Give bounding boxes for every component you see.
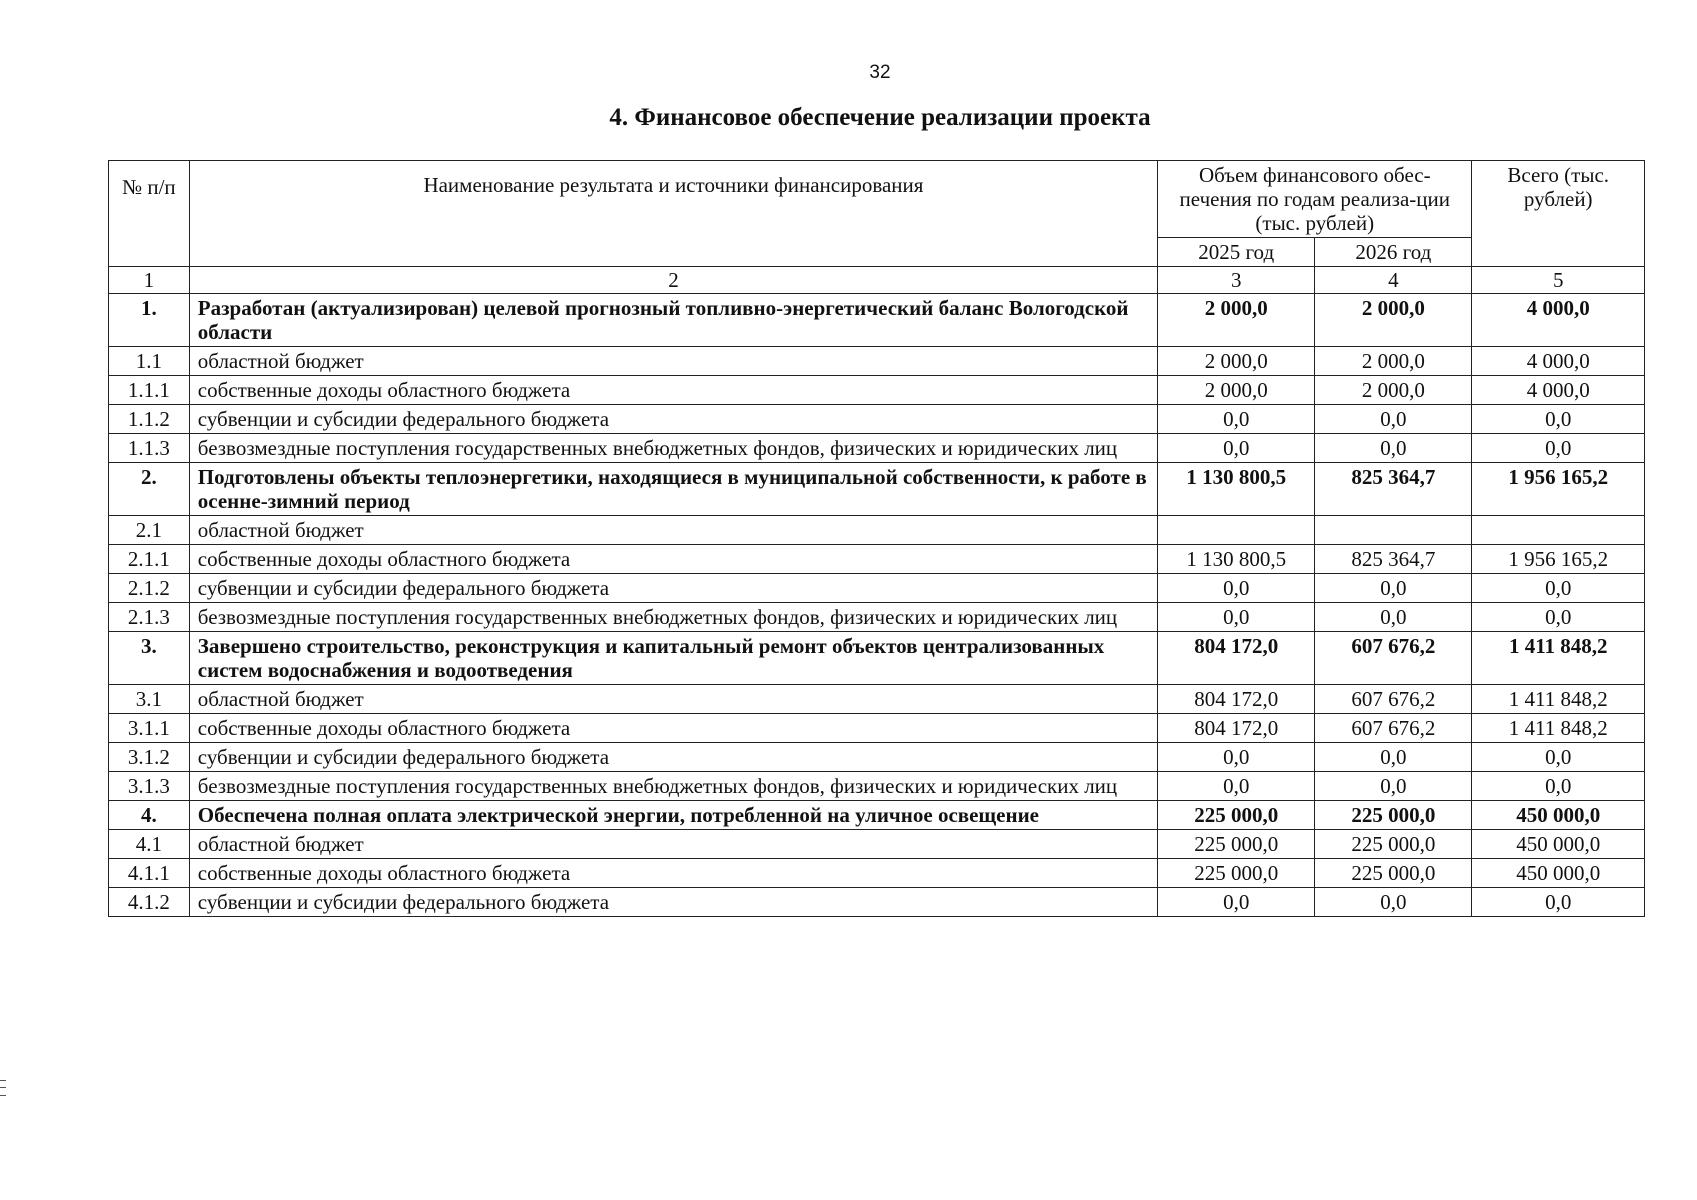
row-number: 1.1.1	[109, 376, 190, 405]
row-number: 3.1.3	[109, 772, 190, 801]
row-number: 4.1	[109, 830, 190, 859]
header-row	[109, 161, 1645, 238]
table-row	[109, 830, 1645, 859]
row-number: 1.	[109, 294, 190, 347]
table-row	[109, 405, 1645, 434]
value-2026	[1315, 516, 1472, 545]
column-number: 2	[189, 267, 1157, 294]
value-2025: 0,0	[1158, 743, 1315, 772]
row-name: Обеспечена полная оплата электрической энергии, потребленной на уличное освещение	[189, 801, 1157, 830]
table-row	[109, 463, 1645, 516]
table-row	[109, 801, 1645, 830]
value-2026: 225 000,0	[1315, 830, 1472, 859]
row-number: 1.1	[109, 347, 190, 376]
value-2026: 2 000,0	[1315, 347, 1472, 376]
header-year-2026: 2026 год	[1315, 238, 1472, 267]
row-name: собственные доходы областного бюджета	[189, 859, 1157, 888]
value-total: 1 956 165,2	[1472, 463, 1645, 516]
value-total	[1472, 516, 1645, 545]
row-name: субвенции и субсидии федерального бюджета	[189, 574, 1157, 603]
row-name: областной бюджет	[189, 347, 1157, 376]
row-number: 2.1.1	[109, 545, 190, 574]
page-number: 32	[869, 62, 891, 83]
section-title: 4. Финансовое обеспечение реализации проекта	[609, 104, 1151, 131]
value-2025: 804 172,0	[1158, 685, 1315, 714]
value-2025: 225 000,0	[1158, 830, 1315, 859]
value-2025: 0,0	[1158, 603, 1315, 632]
value-2025: 225 000,0	[1158, 859, 1315, 888]
value-2026: 607 676,2	[1315, 714, 1472, 743]
row-number: 4.1.2	[109, 888, 190, 917]
value-2025: 1 130 800,5	[1158, 463, 1315, 516]
value-2026: 607 676,2	[1315, 632, 1472, 685]
financing-table	[108, 160, 1645, 917]
value-2025: 2 000,0	[1158, 294, 1315, 347]
row-number: 2.1.2	[109, 574, 190, 603]
value-2025: 0,0	[1158, 405, 1315, 434]
table-row	[109, 294, 1645, 347]
value-2026: 0,0	[1315, 772, 1472, 801]
value-2026: 0,0	[1315, 603, 1472, 632]
value-2025: 1 130 800,5	[1158, 545, 1315, 574]
table-row	[109, 516, 1645, 545]
row-number: 1.1.3	[109, 434, 190, 463]
row-name: областной бюджет	[189, 685, 1157, 714]
value-2025: 225 000,0	[1158, 801, 1315, 830]
table-row	[109, 743, 1645, 772]
row-name: субвенции и субсидии федерального бюджета	[189, 743, 1157, 772]
value-2026: 2 000,0	[1315, 294, 1472, 347]
value-2026: 825 364,7	[1315, 545, 1472, 574]
value-total: 0,0	[1472, 434, 1645, 463]
row-name: собственные доходы областного бюджета	[189, 376, 1157, 405]
header-name: Наименование результата и источники финансирования	[189, 161, 1157, 267]
value-2026: 0,0	[1315, 743, 1472, 772]
row-name: Подготовлены объекты теплоэнергетики, находящиеся в муниципальной собственности, к работе в осенне-зимний период	[189, 463, 1157, 516]
value-total: 0,0	[1472, 772, 1645, 801]
column-numbers-row	[109, 267, 1645, 294]
header-volume: Объем финансового обес-печения по годам реализа-ции (тыс. рублей)	[1158, 161, 1472, 238]
scan-edge-mark	[0, 1080, 6, 1096]
value-2026: 0,0	[1315, 888, 1472, 917]
value-total: 0,0	[1472, 574, 1645, 603]
value-total: 1 411 848,2	[1472, 685, 1645, 714]
table-row	[109, 772, 1645, 801]
value-total: 0,0	[1472, 743, 1645, 772]
value-2025: 2 000,0	[1158, 376, 1315, 405]
row-number: 3.1.1	[109, 714, 190, 743]
row-name: Завершено строительство, реконструкция и капитальный ремонт объектов централизованных систем водоснабжения и водоотведения	[189, 632, 1157, 685]
row-number: 3.1	[109, 685, 190, 714]
table-row	[109, 434, 1645, 463]
row-number: 4.1.1	[109, 859, 190, 888]
row-name: собственные доходы областного бюджета	[189, 545, 1157, 574]
value-2026: 607 676,2	[1315, 685, 1472, 714]
value-2026: 225 000,0	[1315, 859, 1472, 888]
row-name: Разработан (актуализирован) целевой прогнозный топливно-энергетический баланс Вологодской области	[189, 294, 1157, 347]
value-2025: 0,0	[1158, 888, 1315, 917]
row-name: субвенции и субсидии федерального бюджета	[189, 405, 1157, 434]
row-number: 1.1.2	[109, 405, 190, 434]
value-total: 0,0	[1472, 888, 1645, 917]
table-row	[109, 574, 1645, 603]
value-2026: 2 000,0	[1315, 376, 1472, 405]
value-2025: 804 172,0	[1158, 632, 1315, 685]
row-name: областной бюджет	[189, 830, 1157, 859]
value-total: 1 956 165,2	[1472, 545, 1645, 574]
row-name: безвозмездные поступления государственных внебюджетных фондов, физических и юридических лиц	[189, 434, 1157, 463]
row-number: 3.1.2	[109, 743, 190, 772]
table-row	[109, 545, 1645, 574]
column-number: 1	[109, 267, 190, 294]
column-number: 3	[1158, 267, 1315, 294]
value-2026: 825 364,7	[1315, 463, 1472, 516]
table-row	[109, 603, 1645, 632]
table-row	[109, 347, 1645, 376]
row-number: 2.1	[109, 516, 190, 545]
value-2026: 0,0	[1315, 434, 1472, 463]
column-number: 4	[1315, 267, 1472, 294]
row-name: безвозмездные поступления государственных внебюджетных фондов, физических и юридических лиц	[189, 772, 1157, 801]
row-number: 2.	[109, 463, 190, 516]
row-name: субвенции и субсидии федерального бюджета	[189, 888, 1157, 917]
value-total: 1 411 848,2	[1472, 714, 1645, 743]
table-row	[109, 859, 1645, 888]
value-2025: 0,0	[1158, 434, 1315, 463]
table-row	[109, 632, 1645, 685]
value-2026: 225 000,0	[1315, 801, 1472, 830]
header-year-2025: 2025 год	[1158, 238, 1315, 267]
value-total: 4 000,0	[1472, 347, 1645, 376]
column-number: 5	[1472, 267, 1645, 294]
table-row	[109, 714, 1645, 743]
value-total: 4 000,0	[1472, 376, 1645, 405]
table-row	[109, 376, 1645, 405]
value-2026: 0,0	[1315, 405, 1472, 434]
value-total: 1 411 848,2	[1472, 632, 1645, 685]
row-number: 4.	[109, 801, 190, 830]
table-row	[109, 685, 1645, 714]
row-number: 3.	[109, 632, 190, 685]
row-name: областной бюджет	[189, 516, 1157, 545]
value-total: 0,0	[1472, 405, 1645, 434]
value-2025: 2 000,0	[1158, 347, 1315, 376]
value-2025: 804 172,0	[1158, 714, 1315, 743]
value-2025: 0,0	[1158, 574, 1315, 603]
row-name: собственные доходы областного бюджета	[189, 714, 1157, 743]
value-total: 0,0	[1472, 603, 1645, 632]
value-2025	[1158, 516, 1315, 545]
value-total: 450 000,0	[1472, 801, 1645, 830]
value-total: 450 000,0	[1472, 859, 1645, 888]
value-total: 4 000,0	[1472, 294, 1645, 347]
row-name: безвозмездные поступления государственных внебюджетных фондов, физических и юридических лиц	[189, 603, 1157, 632]
header-num: № п/п	[109, 161, 190, 267]
value-total: 450 000,0	[1472, 830, 1645, 859]
row-number: 2.1.3	[109, 603, 190, 632]
value-2025: 0,0	[1158, 772, 1315, 801]
value-2026: 0,0	[1315, 574, 1472, 603]
table-row	[109, 888, 1645, 917]
header-total: Всего (тыс. рублей)	[1472, 161, 1645, 267]
